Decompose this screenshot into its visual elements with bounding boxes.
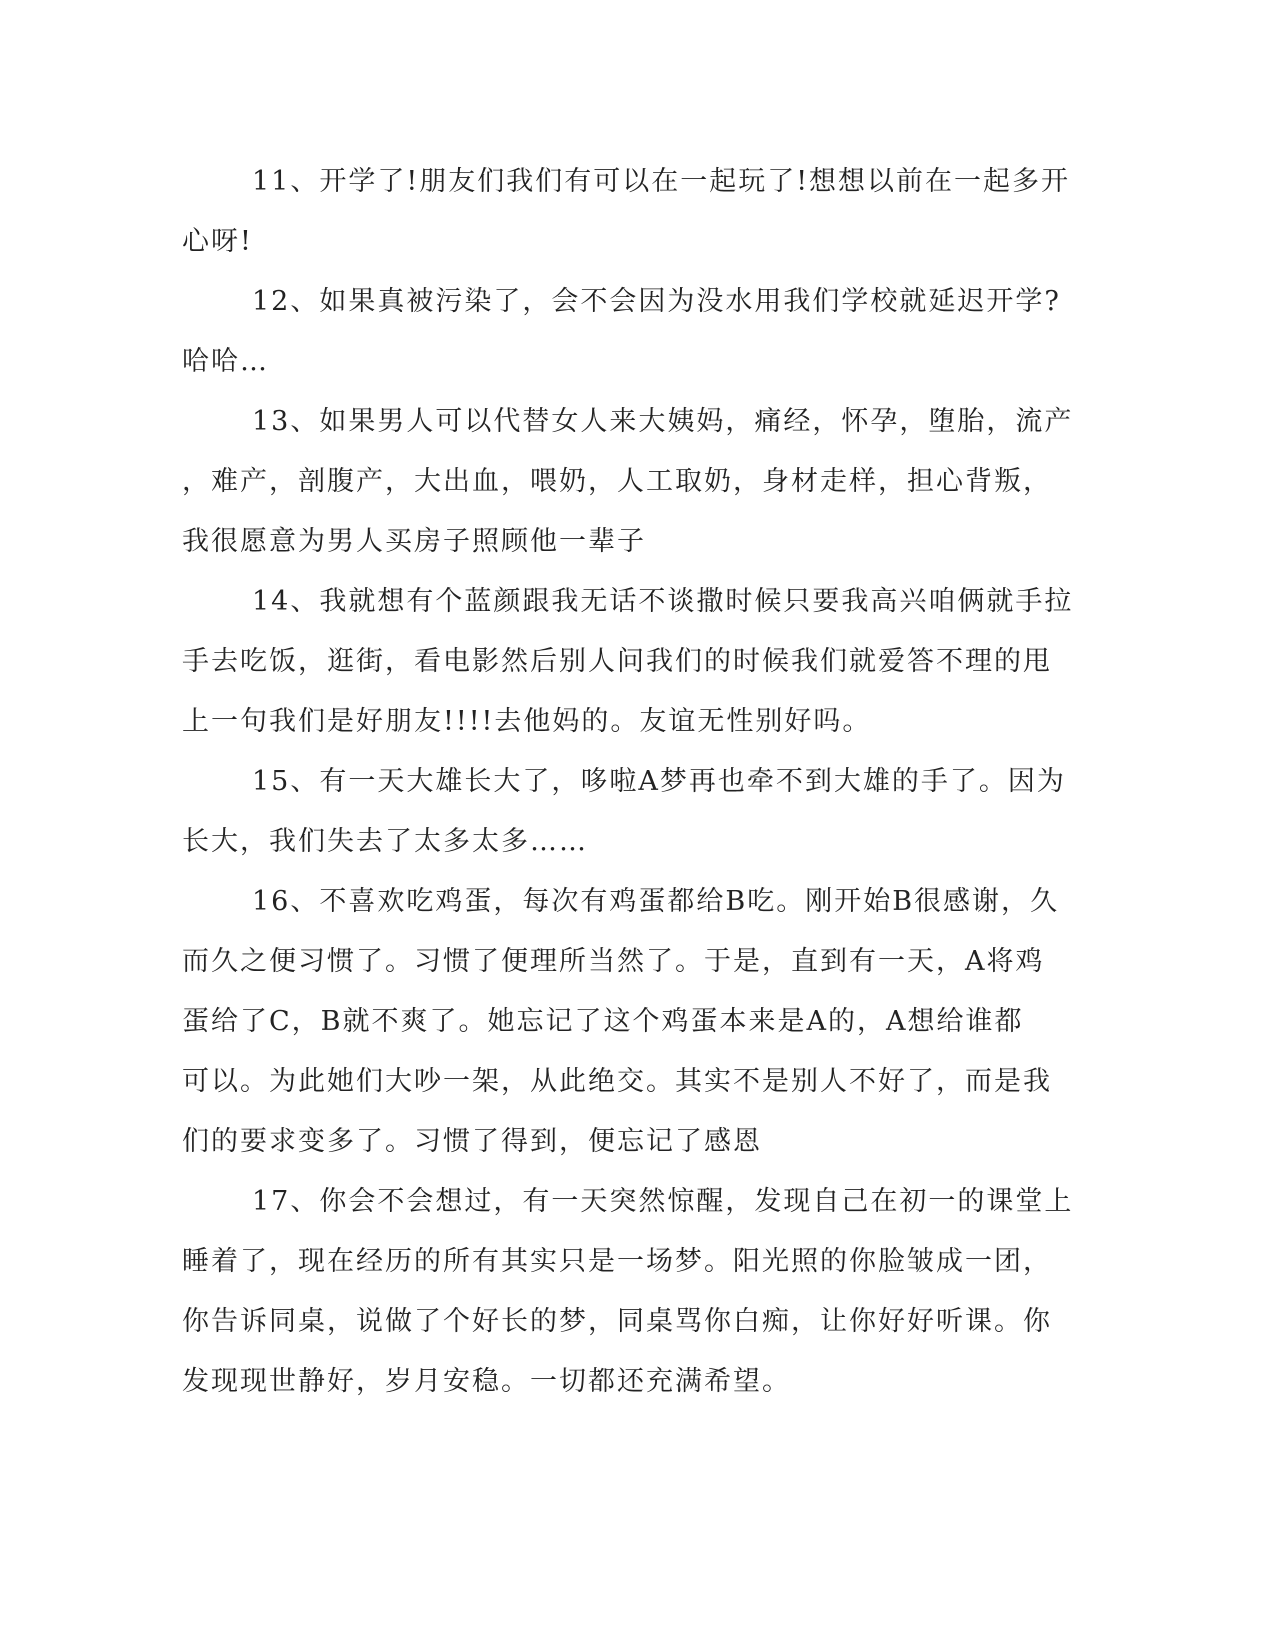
paragraph-17-line-1: 17、你会不会想过，有一天突然惊醒，发现自己在初一的课堂上 <box>252 1186 1074 1217</box>
paragraph-16-line-1: 16、不喜欢吃鸡蛋，每次有鸡蛋都给B吃。刚开始B很感谢，久 <box>252 886 1060 917</box>
paragraph-11-line-1: 11、开学了!朋友们我们有可以在一起玩了!想想以前在一起多开 <box>252 166 1071 197</box>
paragraph-13-line-3: 我很愿意为男人买房子照顾他一辈子 <box>182 526 646 557</box>
paragraph-16-line-3: 蛋给了C，B就不爽了。她忘记了这个鸡蛋本来是A的，A想给谁都 <box>182 1006 1024 1037</box>
paragraph-17-line-2: 睡着了，现在经历的所有其实只是一场梦。阳光照的你脸皱成一团， <box>182 1246 1052 1277</box>
paragraph-17-line-3: 你告诉同桌，说做了个好长的梦，同桌骂你白痴，让你好好听课。你 <box>182 1306 1052 1337</box>
paragraph-14-line-3: 上一句我们是好朋友!!!!去他妈的。友谊无性别好吗。 <box>182 706 872 737</box>
paragraph-14-line-1: 14、我就想有个蓝颜跟我无话不谈撒时候只要我高兴咱俩就手拉 <box>252 586 1074 617</box>
paragraph-16-line-5: 们的要求变多了。习惯了得到，便忘记了感恩 <box>182 1126 762 1157</box>
paragraph-12-line-1: 12、如果真被污染了，会不会因为没水用我们学校就延迟开学? <box>252 286 1061 317</box>
paragraph-13-line-2: ，难产，剖腹产，大出血，喂奶，人工取奶，身材走样，担心背叛， <box>182 466 1052 497</box>
paragraph-13-line-1: 13、如果男人可以代替女人来大姨妈，痛经，怀孕，堕胎，流产 <box>252 406 1074 437</box>
paragraph-16-line-4: 可以。为此她们大吵一架，从此绝交。其实不是别人不好了，而是我 <box>182 1066 1052 1097</box>
paragraph-14-line-2: 手去吃饭，逛街，看电影然后别人问我们的时候我们就爱答不理的甩 <box>182 646 1052 677</box>
paragraph-16-line-2: 而久之便习惯了。习惯了便理所当然了。于是，直到有一天，A将鸡 <box>182 946 1045 977</box>
paragraph-17-line-4: 发现现世静好，岁月安稳。一切都还充满希望。 <box>182 1366 791 1397</box>
paragraph-11-line-2: 心呀! <box>182 226 253 257</box>
paragraph-12-line-2: 哈哈… <box>182 346 269 377</box>
paragraph-15-line-2: 长大，我们失去了太多太多…… <box>182 826 588 857</box>
document-body <box>182 152 1074 1412</box>
paragraph-15-line-1: 15、有一天大雄长大了，哆啦A梦再也牵不到大雄的手了。因为 <box>252 766 1066 797</box>
